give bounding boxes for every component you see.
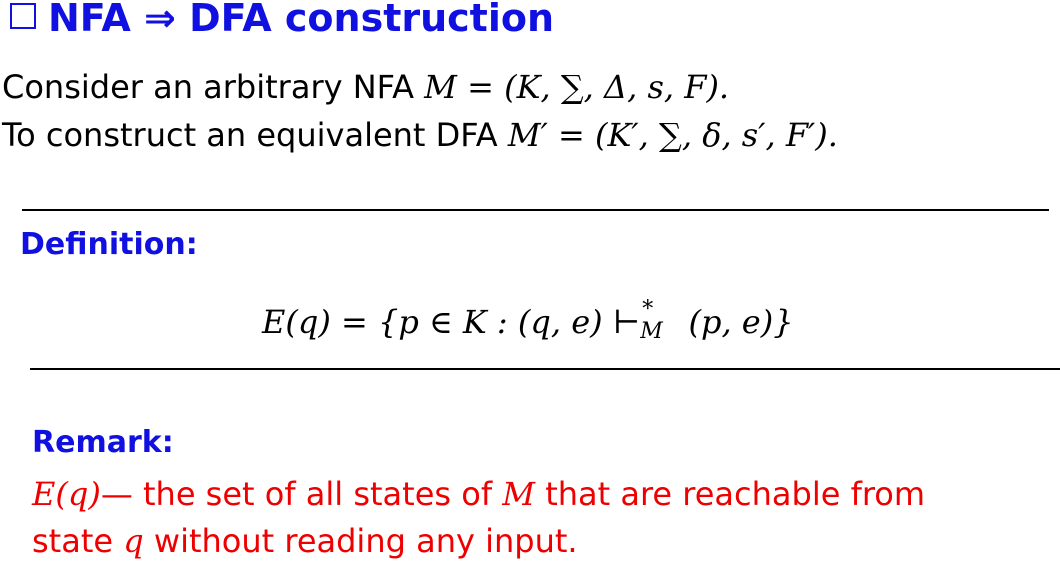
formula-lhs: E(q) = {p ∈ K : (q, e) ⊢ — [262, 303, 641, 341]
intro-line-2-math: M′ = (K′, ∑, δ, s′, F′). — [507, 116, 838, 154]
definition-formula — [262, 297, 794, 344]
definition-bottom-rule — [30, 368, 1060, 370]
checkbox-square-icon — [10, 3, 36, 29]
remark-line-1 — [32, 475, 925, 513]
remark-line-2-text: state — [32, 522, 124, 560]
remark-eq-label: E(q) — [32, 475, 101, 513]
remark-line-1-rest: that are reachable from — [535, 475, 926, 513]
formula-rhs: (p, e)} — [678, 303, 794, 341]
remark-var-m: M — [502, 475, 536, 513]
intro-line-1 — [2, 68, 729, 106]
slide-title-text: NFA ⇒ DFA construction — [48, 0, 555, 40]
formula-turnstile-scripts: * M — [640, 297, 663, 344]
remark-var-q: q — [123, 522, 144, 560]
intro-line-2 — [2, 116, 838, 154]
remark-line-2-rest: without reading any input. — [143, 522, 578, 560]
definition-heading: Definition: — [20, 227, 198, 262]
intro-line-1-math: M = (K, ∑, Δ, s, F). — [424, 68, 730, 106]
slide-title — [10, 0, 554, 42]
definition-top-rule — [22, 209, 1049, 211]
remark-line-1-text: — the set of all states of — [100, 475, 503, 513]
remark-heading: Remark: — [32, 425, 174, 460]
intro-line-1-text: Consider an arbitrary NFA — [2, 68, 425, 106]
remark-line-2 — [32, 522, 578, 560]
intro-line-2-text: To construct an equivalent DFA — [2, 116, 508, 154]
